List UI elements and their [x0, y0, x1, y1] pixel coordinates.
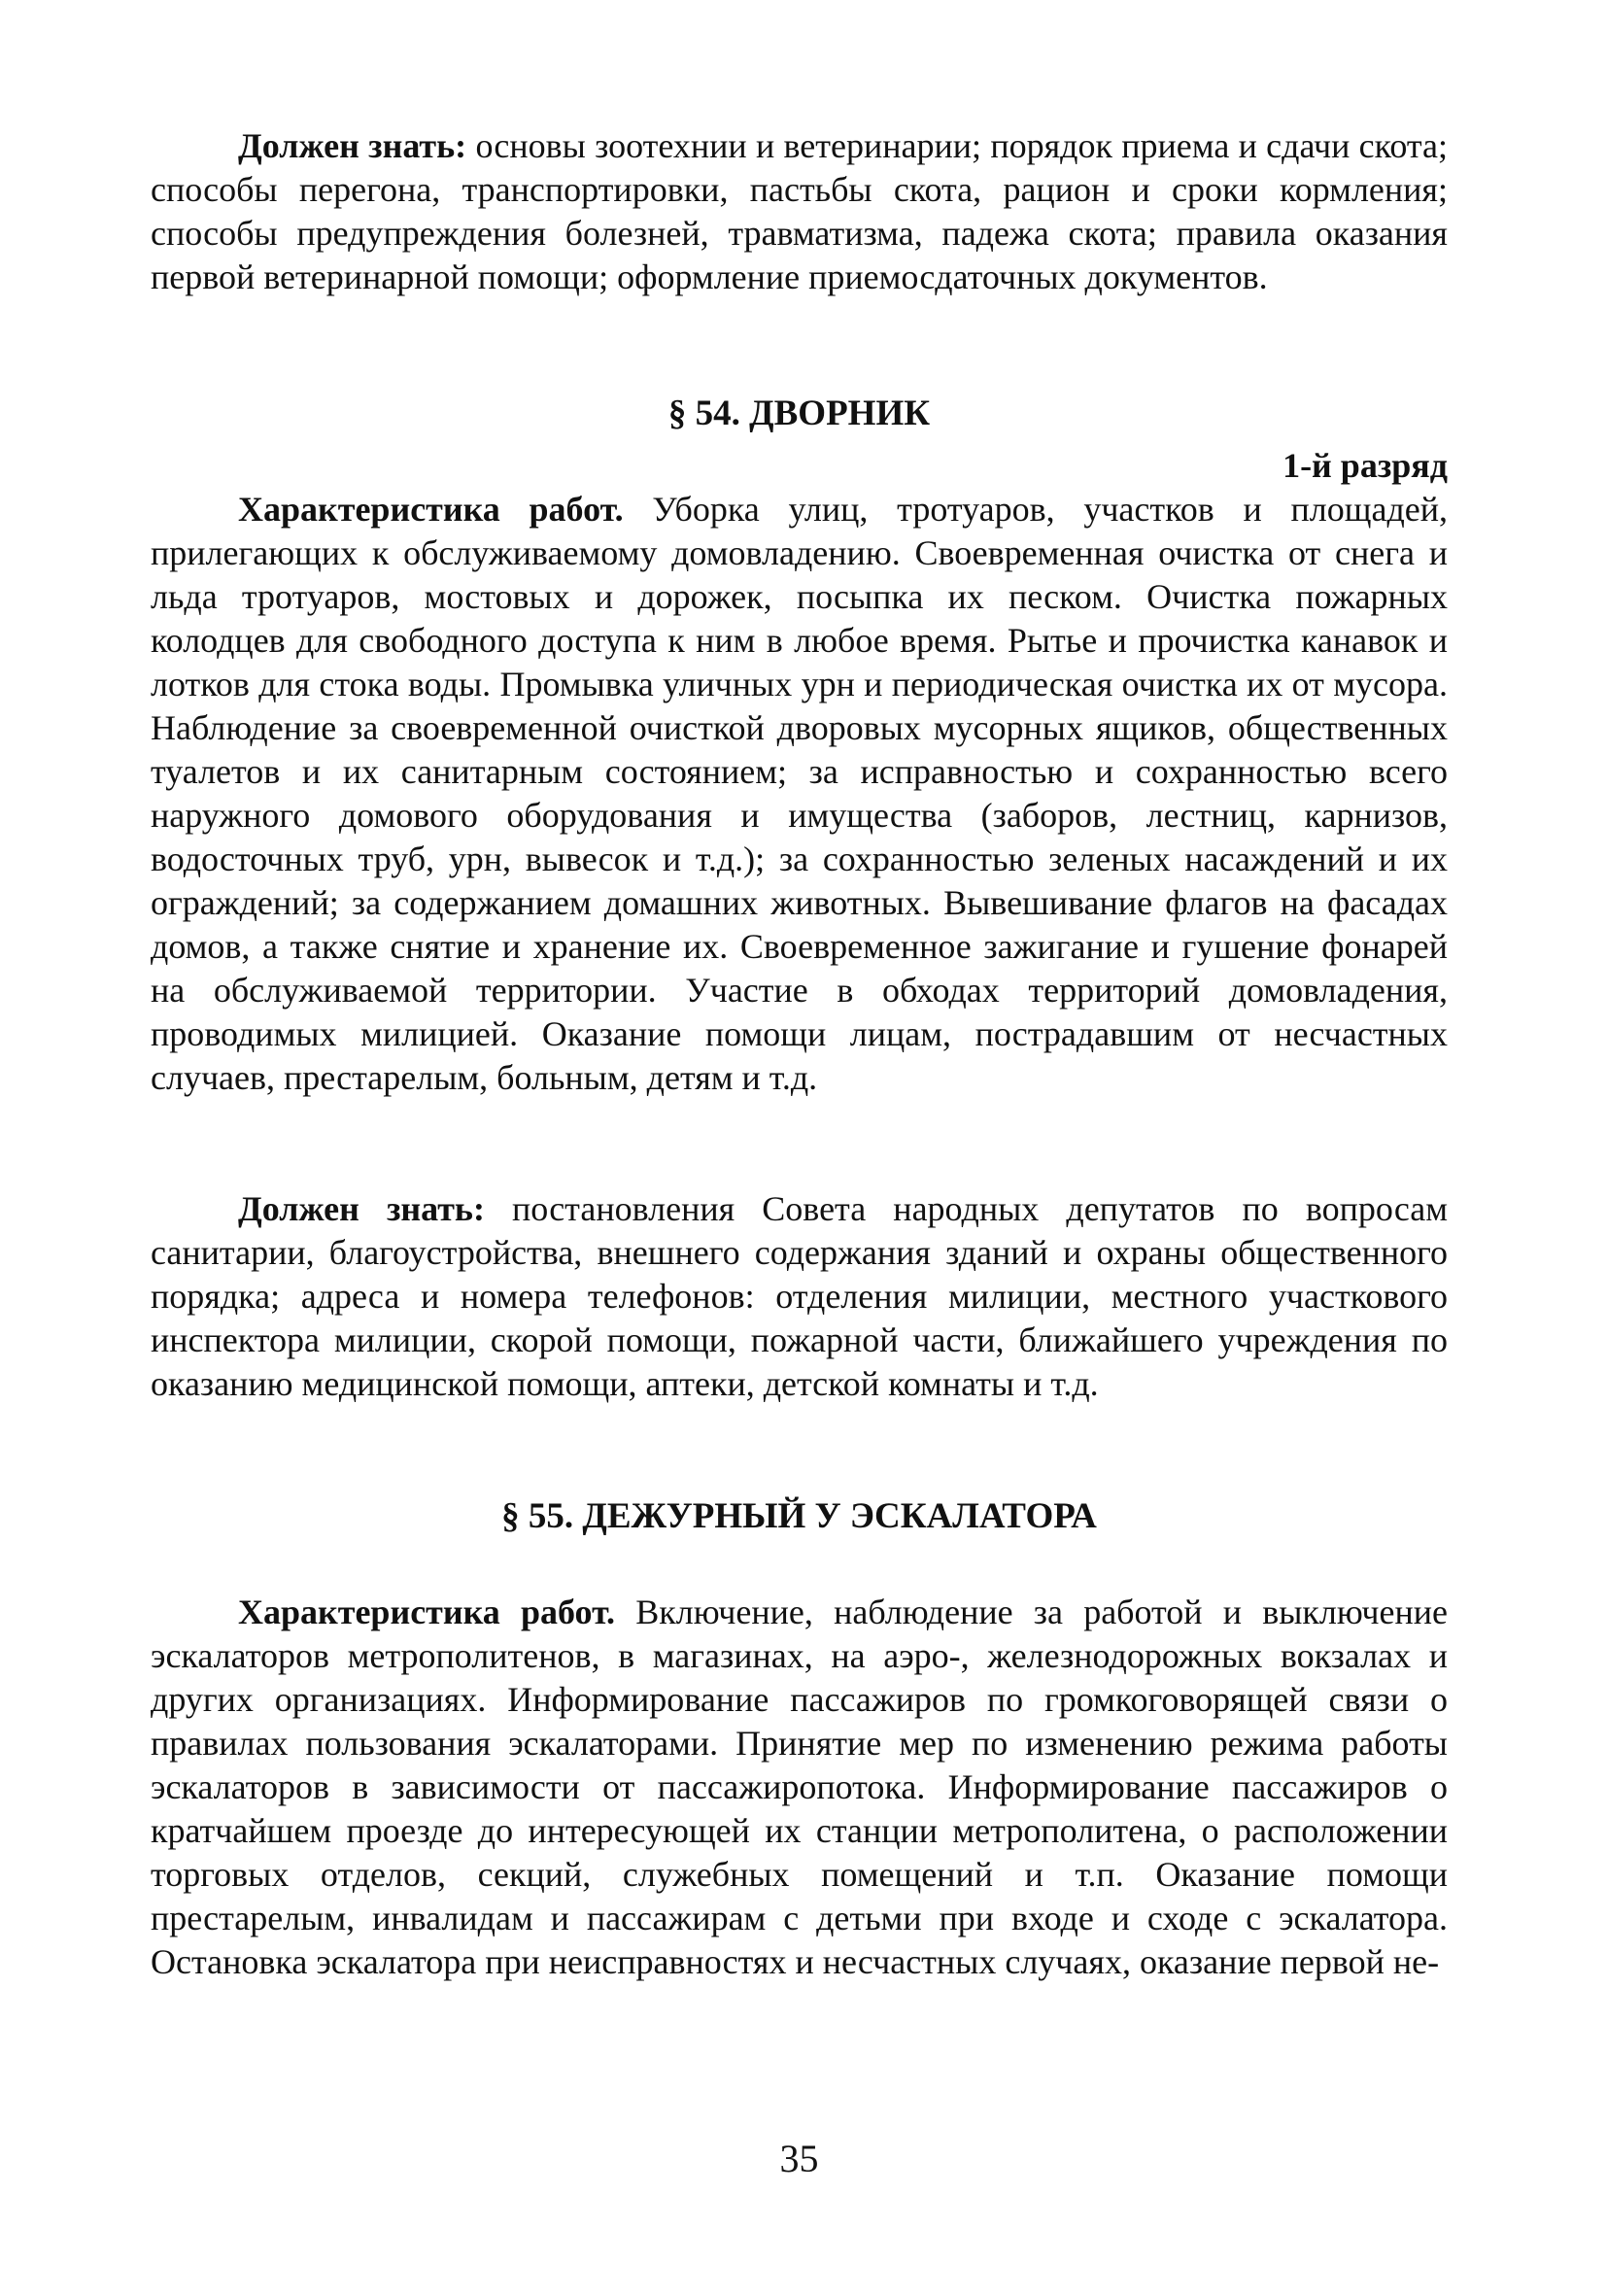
intro-paragraph [151, 124, 1448, 299]
section-55-characteristics [151, 1591, 1448, 1984]
section-54-heading: § 54. ДВОРНИК [667, 394, 931, 433]
section-54-char-text: Уборка улиц, тротуаров, участков и площадей, прилегающих к обслуживаемому домовладению. Своевременная очистка от снега и льда тротуаров, мостовых и дорожек, посыпка их песком. Очистка пожарных колодцев для свободного доступа к ним в любое время. Рытье и прочистка канавок и лотков для стока воды. Промывка уличных урн и периодическая очистка их от мусора. Наблюдение за своевременной очисткой дворовых мусорных ящиков, общественных туалетов и их санитарным состоянием; за исправностью и сохранностью всего наружного домового оборудования и имущества (заборов, лестниц, карнизов, водосточных труб, урн, вывесок и т.д.); за сохранностью зеленых насаждений и их ограждений; за содержанием домашних животных. Вывешивание флагов на фасадах домов, а также снятие и хранение их. Своевременное зажигание и гушение фонарей на обслуживаемой территории. Участие в обходах территорий домовладения, проводимых милицией. Оказание помощи лицам, пострадавшим от несчастных случаев, престарелым, больным, детям и т.д. [151, 490, 1449, 1097]
page-number: 35 [779, 2137, 819, 2180]
section-55-heading: § 55. ДЕЖУРНЫЙ У ЭСКАЛАТОРА [501, 1496, 1097, 1536]
intro-label: Должен знать: [238, 126, 467, 165]
section-54-must-know [151, 1187, 1448, 1406]
section-54-know-text: постановления Совета народных депутатов по вопросам санитарии, благоустройства, внешнего содержания зданий и охраны общественного порядка; адреса и номера телефонов: отделения милиции, местного участкового инспектора милиции, скорой помощи, пожарной части, ближайшего учреждения по оказанию медицинской помощи, аптеки, детской комнаты и т.д. [151, 1189, 1448, 1403]
section-54-char-label: Характеристика работ. [238, 490, 624, 529]
intro-text: основы зоотехнии и ветеринарии; порядок приема и сдачи скота; способы перегона, транспортировки, пастьбы скота, рацион и сроки кормления; способы предупреждения болезней, травматизма, падежа скота; правила оказания первой ветеринарной помощи; оформление приемосдаточных документов. [151, 126, 1449, 296]
section-55-char-text: Включение, наблюдение за работой и выключение эскалаторов метрополитенов, в магазинах, на аэро-, железнодорожных вокзалах и других организациях. Информирование пассажиров по громкоговорящей связи о правилах пользования эскалаторами. Принятие мер по изменению режима работы эскалаторов в зависимости от пассажиропотока. Информирование пассажиров о кратчайшем проезде до интересующей их станции метрополитена, о расположении торговых отделов, секций, служебных помещений и т.п. Оказание помощи престарелым, инвалидам и пассажирам с детьми при входе и сходе с эскалатора. Остановка эскалатора при неисправностях и несчастных случаях, оказание первой не- [151, 1593, 1448, 1981]
section-54-grade: 1-й разряд [1282, 446, 1448, 485]
section-55-char-label: Характеристика работ. [238, 1593, 616, 1631]
section-54-characteristics [151, 488, 1448, 1100]
section-54-know-label: Должен знать: [238, 1189, 485, 1228]
